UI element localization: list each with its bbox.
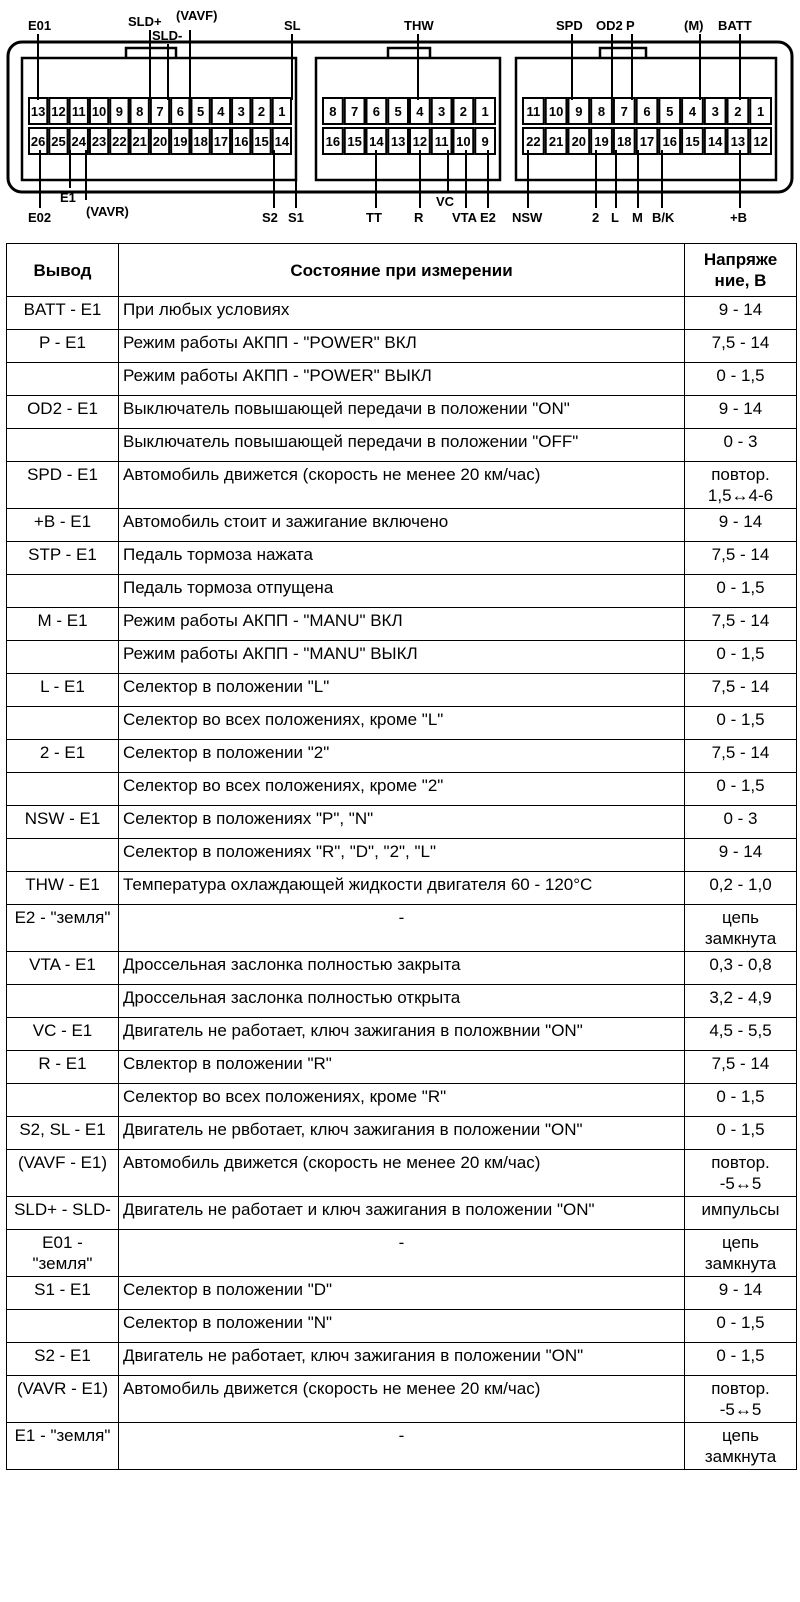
pin-cell [345,98,365,124]
label-e2: E2 [480,210,496,225]
pin-number: 20 [571,134,587,149]
pin-cell [410,98,430,124]
table-row [7,1310,797,1343]
pin-cell [388,98,408,124]
cell-pin [7,363,119,396]
cell-voltage: 0 - 1,5 [685,1117,797,1150]
cell-pin [7,839,119,872]
cell-condition: Режим работы АКПП - "POWER" ВЫКЛ [119,363,685,396]
pin-cell [131,98,149,124]
pin-cell [151,98,169,124]
cell-voltage: цепь замкнута [685,1230,797,1277]
pin-cell [591,128,612,154]
pin-cell [191,98,209,124]
table-row [7,1376,797,1423]
cell-voltage: 7,5 - 14 [685,542,797,575]
pin-cell [705,128,726,154]
cell-pin: M - E1 [7,608,119,641]
cell-voltage: 3,2 - 4,9 [685,985,797,1018]
pin-cell [345,128,365,154]
table-row [7,641,797,674]
pin-number: 11 [71,104,86,119]
cell-condition: Селектор во всех положениях, кроме "2" [119,773,685,806]
pin-cell [110,98,128,124]
cell-condition: - [119,1230,685,1277]
pin-number: 22 [526,134,541,149]
pin-cell [49,98,67,124]
cell-pin: (VAVR - E1) [7,1376,119,1423]
cell-voltage: повтор. -5↔5 [685,1376,797,1423]
pin-number: 8 [597,104,606,119]
pin-number: 10 [91,104,107,119]
cell-condition: Режим работы АКПП - "MANU" ВЫКЛ [119,641,685,674]
pin-cell [232,128,250,154]
cell-condition: Автомобиль движется (скорость не менее 20 км/час) [119,462,685,509]
cell-pin: L - E1 [7,674,119,707]
cell-condition: Селектор во всех положениях, кроме "L" [119,707,685,740]
table-row [7,1343,797,1376]
pin-number: 13 [730,134,746,149]
cell-voltage: 0 - 1,5 [685,773,797,806]
table-row [7,608,797,641]
table-row [7,952,797,985]
label-l: L [611,210,619,225]
cell-condition: Двигатель не работает и ключ зажигания в положении "ON" [119,1197,685,1230]
label-s1: S1 [288,210,304,225]
pin-cell [637,98,658,124]
pin-number: 22 [112,134,127,149]
cell-pin: NSW - E1 [7,806,119,839]
pin-number: 6 [643,104,651,119]
label-p: P [626,18,635,33]
cell-pin: S2 - E1 [7,1343,119,1376]
cell-pin: +B - E1 [7,509,119,542]
pin-cell [454,128,474,154]
table-row [7,363,797,396]
cell-condition: Педаль тормоза отпущена [119,575,685,608]
cell-pin [7,1310,119,1343]
pin-number: 26 [30,134,46,149]
cell-pin: VC - E1 [7,1018,119,1051]
pin-cell [750,128,771,154]
pin-cell [682,128,703,154]
cell-voltage: 9 - 14 [685,839,797,872]
pin-number: 19 [173,134,188,149]
pin-number: 8 [136,104,144,119]
cell-voltage: 7,5 - 14 [685,1051,797,1084]
pin-number: 2 [734,104,742,119]
cell-pin: VTA - E1 [7,952,119,985]
cell-pin: SPD - E1 [7,462,119,509]
cell-condition: Селектор в положениях "P", "N" [119,806,685,839]
label-vta: VTA [452,210,478,225]
table-row [7,806,797,839]
cell-condition: Педаль тормоза нажата [119,542,685,575]
pin-number: 9 [115,104,124,119]
label-nsw: NSW [512,210,543,225]
pin-cell [131,128,149,154]
pin-cell [682,98,703,124]
table-row [7,740,797,773]
pin-number: 2 [257,104,266,119]
cell-pin [7,575,119,608]
table-row [7,509,797,542]
label-tt: TT [366,210,382,225]
pin-number: 6 [372,104,380,119]
pin-cell [90,98,108,124]
cell-pin: BATT - E1 [7,297,119,330]
pin-cell [568,98,589,124]
pin-cell [323,98,343,124]
pin-cell [90,128,108,154]
table-row [7,674,797,707]
pin-number: 10 [456,134,471,149]
connector-c-latch [600,48,646,58]
cell-voltage: 0 - 1,5 [685,641,797,674]
pin-number: 10 [548,104,564,119]
cell-condition: - [119,905,685,952]
table-row [7,396,797,429]
cell-pin [7,985,119,1018]
pin-cell [273,98,291,124]
pin-cell [232,98,250,124]
cell-pin: S2, SL - E1 [7,1117,119,1150]
cell-pin: (VAVF - E1) [7,1150,119,1197]
pin-cell [614,98,635,124]
pin-number: 2 [459,104,467,119]
cell-condition: При любых условиях [119,297,685,330]
pin-number: 14 [369,134,384,149]
label-sld-plus: SLD+ [128,14,162,29]
cell-voltage: 7,5 - 14 [685,608,797,641]
pin-number: 7 [156,104,164,119]
cell-voltage: 0,3 - 0,8 [685,952,797,985]
cell-pin: E1 - "земля" [7,1423,119,1470]
table-row [7,773,797,806]
table-row [7,872,797,905]
table-row [7,1197,797,1230]
pin-cell [323,128,343,154]
pin-number: 4 [217,104,225,119]
connector-c-body [516,58,776,180]
pin-cell [523,128,544,154]
cell-voltage: 0 - 1,5 [685,1310,797,1343]
cell-pin: R - E1 [7,1051,119,1084]
cell-voltage: 0 - 3 [685,806,797,839]
pin-number: 18 [617,134,632,149]
table-row [7,297,797,330]
pin-number: 21 [548,134,564,149]
cell-voltage: 0 - 1,5 [685,1084,797,1117]
pin-number: 4 [688,104,697,119]
cell-voltage: 7,5 - 14 [685,674,797,707]
pin-number: 5 [666,104,674,119]
table-row [7,707,797,740]
pin-number: 3 [438,104,446,119]
pin-number: 15 [347,134,362,149]
pin-cell [151,128,169,154]
pin-cell [750,98,771,124]
pin-number: 1 [757,104,765,119]
pin-cell [728,98,749,124]
label-m: (M) [684,18,704,33]
table-row [7,1051,797,1084]
cell-voltage: 9 - 14 [685,396,797,429]
label-sld-minus: SLD- [152,28,183,43]
table-row [7,1084,797,1117]
pin-number: 20 [152,134,168,149]
cell-condition: Режим работы АКПП - "MANU" ВКЛ [119,608,685,641]
cell-pin: S1 - E1 [7,1277,119,1310]
cell-condition: - [119,1423,685,1470]
pin-cell [252,128,270,154]
label-e02: E02 [28,210,52,225]
pin-number: 11 [526,104,541,119]
table-row [7,1277,797,1310]
pin-number: 7 [351,104,359,119]
label-vavf: (VAVF) [176,8,218,23]
cell-condition: Селектор в положениях "R", "D", "2", "L" [119,839,685,872]
pin-number: 13 [390,134,406,149]
pin-number: 12 [412,134,428,149]
pin-number: 16 [233,134,249,149]
pin-number: 5 [394,104,402,119]
table-row [7,462,797,509]
pin-cell [659,98,680,124]
pin-number: 15 [254,134,269,149]
cell-condition: Селектор в положении "2" [119,740,685,773]
cell-voltage: цепь замкнута [685,1423,797,1470]
cell-condition: Селектор в положении "N" [119,1310,685,1343]
label-e01: E01 [28,18,52,33]
cell-voltage: повтор. -5↔5 [685,1150,797,1197]
label-vavr: (VAVR) [86,204,129,219]
pin-number: 19 [594,134,609,149]
pin-number: 4 [416,104,424,119]
cell-condition: Селектор в положении "L" [119,674,685,707]
table-row [7,1150,797,1197]
pin-number: 11 [434,134,449,149]
cell-voltage: 0,2 - 1,0 [685,872,797,905]
pin-number: 16 [662,134,677,149]
table-row [7,1230,797,1277]
cell-voltage: 0 - 3 [685,429,797,462]
pin-cell [523,98,544,124]
pin-number: 25 [51,134,66,149]
pin-number: 23 [91,134,107,149]
label-batt: BATT [718,18,752,33]
cell-pin: SLD+ - SLD- [7,1197,119,1230]
cell-pin: 2 - E1 [7,740,119,773]
pin-cell [273,128,291,154]
table-row [7,575,797,608]
pin-cell [475,128,495,154]
label-r: R [414,210,424,225]
pin-cell [568,128,589,154]
pin-number: 14 [274,134,290,149]
label-bk: B/K [652,210,675,225]
pin-number: 12 [51,104,66,119]
label-m-bottom: M [632,210,643,225]
cell-condition: Автомобиль движется (скорость не менее 20 км/час) [119,1376,685,1423]
cell-condition: Автомобиль движется (скорость не менее 20 км/час) [119,1150,685,1197]
cell-pin: STP - E1 [7,542,119,575]
pin-cell [171,98,189,124]
table-row [7,1018,797,1051]
label-vc: VC [436,194,455,209]
cell-voltage: повтор. 1,5↔4-6 [685,462,797,509]
cell-condition: Дроссельная заслонка полностью открыта [119,985,685,1018]
table-row [7,1423,797,1470]
pin-number: 14 [707,134,723,149]
cell-voltage: 0 - 1,5 [685,575,797,608]
cell-pin: E2 - "земля" [7,905,119,952]
cell-pin [7,773,119,806]
pin-cell [432,98,452,124]
pin-number: 12 [753,134,768,149]
pin-number: 9 [575,104,583,119]
label-od2: OD2 [596,18,623,33]
cell-voltage: 9 - 14 [685,1277,797,1310]
pin-number: 18 [193,134,208,149]
cell-voltage: 0 - 1,5 [685,707,797,740]
pin-cell [171,128,189,154]
cell-voltage: цепь замкнута [685,905,797,952]
cell-voltage: 0 - 1,5 [685,1343,797,1376]
connector-pins [29,98,771,154]
pin-number: 24 [71,134,87,149]
pin-cell [475,98,495,124]
cell-pin [7,707,119,740]
pin-number: 9 [481,134,489,149]
cell-condition: Свлектор в положении "R" [119,1051,685,1084]
pin-number: 17 [639,134,655,149]
label-two: 2 [592,210,600,225]
header-pin: Вывод [7,244,119,297]
pin-cell [546,128,567,154]
cell-condition: Выключатель повышающей передачи в положении "ON" [119,396,685,429]
cell-pin: P - E1 [7,330,119,363]
pin-cell [454,98,474,124]
pin-cell [191,128,209,154]
pin-cell [29,98,47,124]
connector-diagram [0,0,800,240]
cell-voltage: 0 - 1,5 [685,363,797,396]
pin-number: 1 [481,104,489,119]
connector-a-body [22,58,296,180]
cell-condition: Дроссельная заслонка полностью закрыта [119,952,685,985]
pin-number: 13 [30,104,46,119]
pin-number: 17 [213,134,229,149]
cell-condition: Селектор в положении "D" [119,1277,685,1310]
pin-cell [614,128,635,154]
table-header-row [7,244,797,297]
cell-condition: Температура охлаждающей жидкости двигателя 60 - 120°C [119,872,685,905]
pin-number: 3 [711,104,719,119]
table-row [7,429,797,462]
pin-number: 16 [325,134,341,149]
label-e1: E1 [60,190,76,205]
table-row [7,542,797,575]
table-row [7,330,797,363]
cell-pin [7,1084,119,1117]
table-row [7,985,797,1018]
cell-voltage: 7,5 - 14 [685,330,797,363]
cell-pin [7,429,119,462]
cell-condition: Выключатель повышающей передачи в положении "OFF" [119,429,685,462]
label-sl: SL [284,18,301,33]
table-row [7,905,797,952]
connector-b-latch [388,48,430,58]
cell-pin: E01 - "земля" [7,1230,119,1277]
pin-cell [49,128,67,154]
cell-condition: Автомобиль стоит и зажигание включено [119,509,685,542]
pin-cell [212,98,230,124]
label-spd: SPD [556,18,583,33]
pin-cell [367,98,387,124]
pin-number: 3 [237,104,245,119]
header-voltage: Напряже ние, В [685,244,797,297]
cell-condition: Двигатель не работает, ключ зажигания в положении "ON" [119,1343,685,1376]
pin-number: 21 [132,134,147,149]
pin-number: 5 [196,104,205,119]
pin-cell [29,128,47,154]
cell-voltage: 9 - 14 [685,297,797,330]
pin-cell [546,98,567,124]
pin-cell [110,128,128,154]
cell-condition: Селектор во всех положениях, кроме "R" [119,1084,685,1117]
pin-number: 6 [176,104,184,119]
cell-condition: Режим работы АКПП - "POWER" ВКЛ [119,330,685,363]
pin-cell [388,128,408,154]
cell-pin [7,641,119,674]
cell-voltage: импульсы [685,1197,797,1230]
header-condition: Состояние при измерении [119,244,685,297]
pin-cell [252,98,270,124]
pin-cell [591,98,612,124]
pin-number: 8 [329,104,337,119]
label-s2: S2 [262,210,278,225]
pin-cell [728,128,749,154]
table-row [7,839,797,872]
pin-number: 15 [685,134,700,149]
pin-cell [70,98,88,124]
cell-pin: THW - E1 [7,872,119,905]
label-plus-b: +B [730,210,747,225]
cell-condition: Двигатель не работает, ключ зажигания в положвнии "ON" [119,1018,685,1051]
cell-voltage: 4,5 - 5,5 [685,1018,797,1051]
pin-cell [705,98,726,124]
cell-pin: OD2 - E1 [7,396,119,429]
label-thw: THW [404,18,434,33]
pin-voltage-table [6,243,797,1470]
table-row [7,1117,797,1150]
pin-number: 1 [278,104,286,119]
cell-condition: Двигатель не рвботает, ключ зажигания в положении "ON" [119,1117,685,1150]
pin-cell [637,128,658,154]
cell-voltage: 7,5 - 14 [685,740,797,773]
pin-number: 7 [620,104,628,119]
pin-cell [212,128,230,154]
cell-voltage: 9 - 14 [685,509,797,542]
